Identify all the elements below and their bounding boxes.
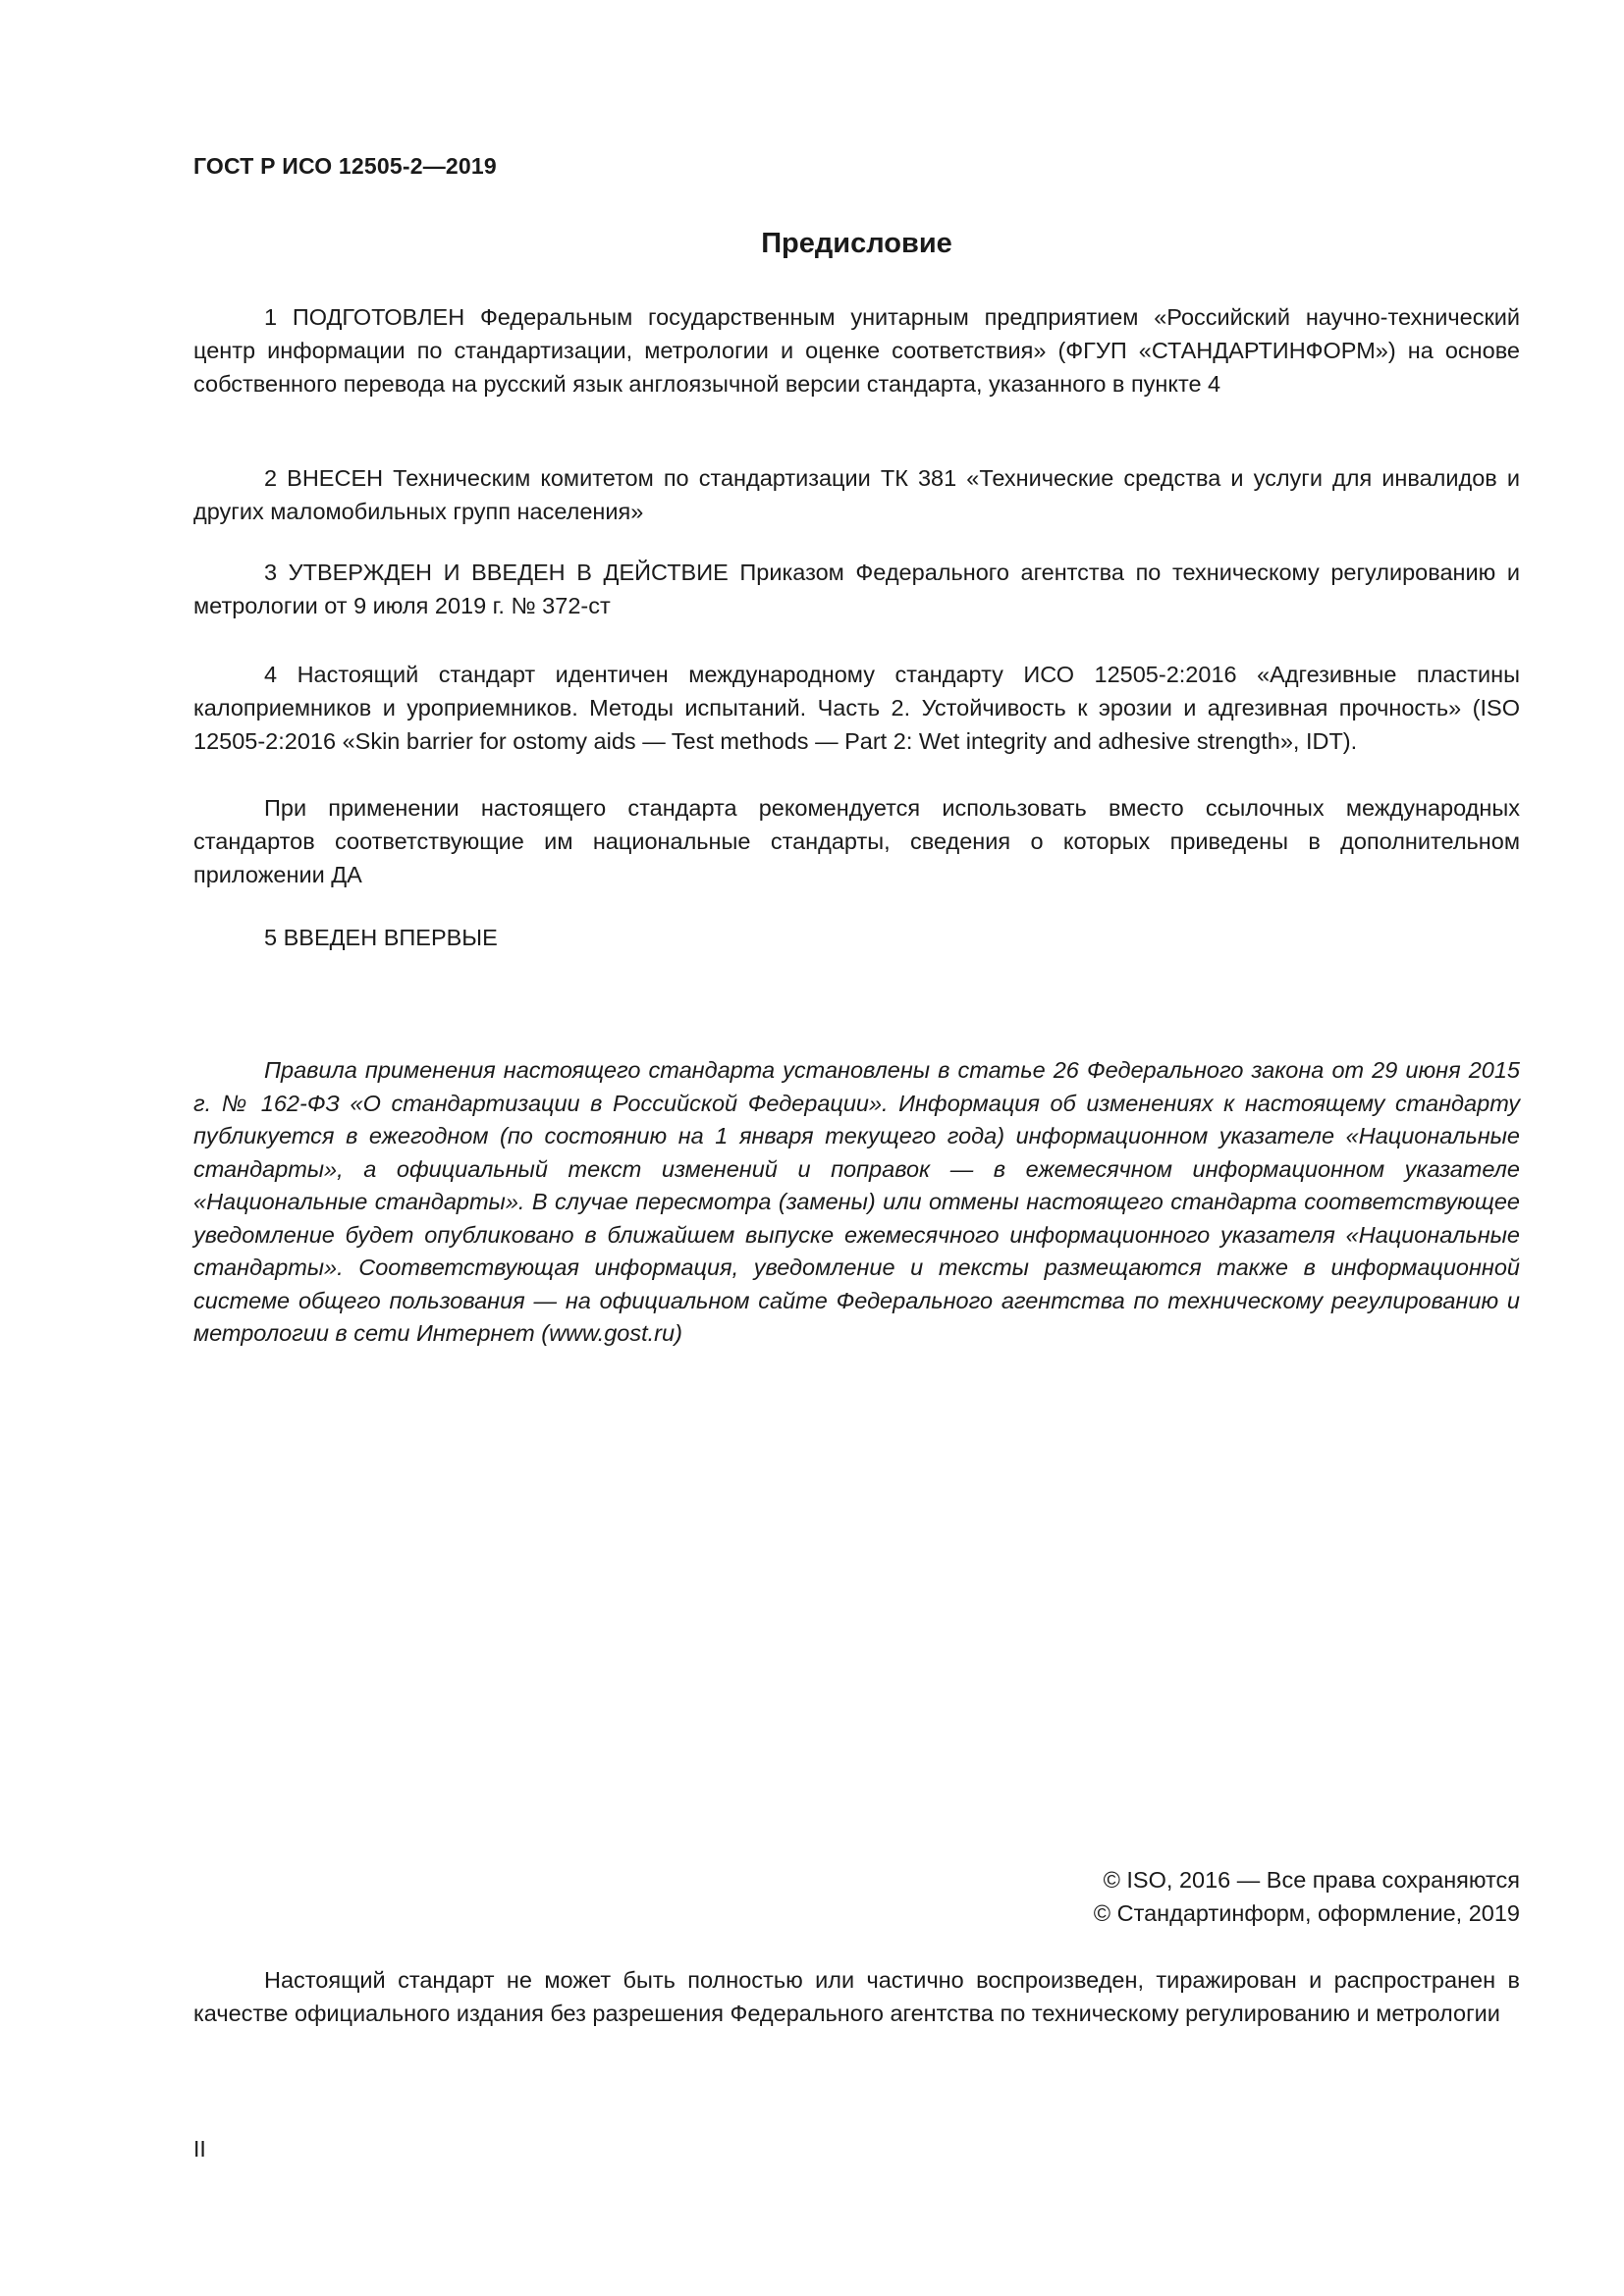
foreword-item-identical: 4 Настоящий стандарт идентичен международному стандарту ИСО 12505-2:2016 «Адгезивные пластины калоприемников и уроприемников. Методы испытаний. Часть 2. Устойчивость к эрозии и адгезивная прочность» (ISO 12505-2:2016 «Skin barrier for ostomy aids — Test methods — Part 2: Wet integrity and adhesive strength», IDT). <box>193 662 1520 754</box>
copyright-publisher: © Стандартинформ, оформление, 2019 <box>1093 1900 1520 1926</box>
foreword-item-application-note: При применении настоящего стандарта рекомендуется использовать вместо ссылочных международных стандартов соответствующие им национальные стандарты, сведения о которых приведены в дополнительном приложении ДА <box>193 795 1520 887</box>
foreword-title: Предисловие <box>761 228 952 259</box>
foreword-item-approved: 3 УТВЕРЖДЕН И ВВЕДЕН В ДЕЙСТВИЕ Приказом Федерального агентства по техническому регулированию и метрологии от 9 июля 2019 г. № 372-ст <box>193 560 1520 618</box>
reproduction-notice: Настоящий стандарт не может быть полностью или частично воспроизведен, тиражирован и распространен в качестве официального издания без разрешения Федерального агентства по техническому регулированию и метрологии <box>193 1967 1520 2026</box>
copyright-iso: © ISO, 2016 — Все права сохраняются <box>1103 1867 1520 1893</box>
foreword-item-prepared: 1 ПОДГОТОВЛЕН Федеральным государственным унитарным предприятием «Российский научно-технический центр информации по стандартизации, метрологии и оценке соответствия» (ФГУП «СТАНДАРТИНФОРМ») на основе собственного перевода на русский язык англоязычной версии стандарта, указанного в пункте 4 <box>193 304 1520 397</box>
rules-notice: Правила применения настоящего стандарта установлены в статье 26 Федерального закона от 29 июня 2015 г. № 162-ФЗ «О стандартизации в Российской Федерации». Информация об изменениях к настоящему стандарту публикуется в ежегодном (по состоянию на 1 января текущего года) информационном указателе «Национальные стандарты», а официальный текст изменений и поправок — в ежемесячном информационном указателе «Национальные стандарты». В случае пересмотра (замены) или отмены настоящего стандарта соответствующее уведомление будет опубликовано в ближайшем выпуске ежемесячного информационного указателя «Национальные стандарты». Соответствующая информация, уведомление и тексты размещаются также в информационной системе общего пользования — на официальном сайте Федерального агентства по техническому регулированию и метрологии в сети Интернет (www.gost.ru) <box>193 1057 1520 1346</box>
page-number: II <box>193 2136 206 2162</box>
foreword-item-submitted: 2 ВНЕСЕН Техническим комитетом по стандартизации ТК 381 «Технические средства и услуги для инвалидов и других маломобильных групп населения» <box>193 465 1520 524</box>
standard-designation: ГОСТ Р ИСО 12505-2—2019 <box>193 153 497 179</box>
foreword-item-first-introduced: 5 ВВЕДЕН ВПЕРВЫЕ <box>264 925 498 950</box>
